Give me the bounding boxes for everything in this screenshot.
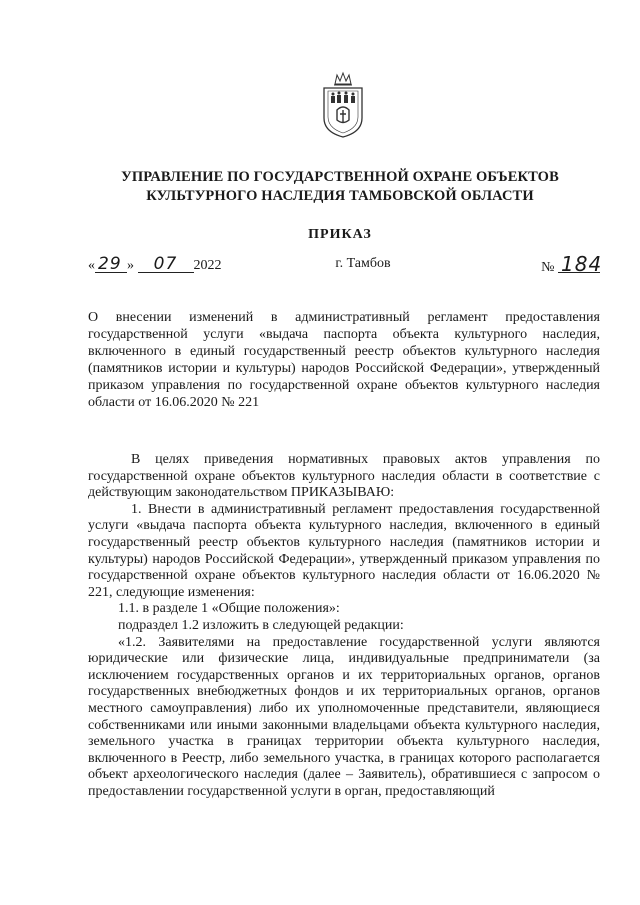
coat-of-arms-icon — [318, 70, 368, 140]
document-meta-row — [88, 252, 603, 278]
date-day: 29 — [95, 256, 127, 273]
document-body — [88, 452, 600, 800]
document-date — [88, 256, 222, 274]
body-paragraph-subsection: подраздел 1.2 изложить в следующей редакции: — [118, 617, 404, 633]
date-open-quote: « — [88, 258, 95, 273]
body-paragraph-preamble: В целях приведения нормативных правовых актов управления по государственной охране объектов культурного наследия области в соответствие с действующим законодательством ПРИКАЗЫВАЮ: — [88, 452, 600, 501]
number-value: 184 — [558, 256, 600, 273]
date-month: 07 — [138, 256, 194, 273]
organization-title: УПРАВЛЕНИЕ ПО ГОСУДАРСТВЕННОЙ ОХРАНЕ ОБЪЕКТОВ КУЛЬТУРНОГО НАСЛЕДИЯ ТАМБОВСКОЙ ОБЛАСТИ — [121, 169, 559, 204]
document-city: г. Тамбов — [335, 256, 391, 271]
document-number — [541, 252, 603, 276]
date-year: 2022 — [193, 258, 222, 273]
body-paragraph-item-1: 1. Внести в административный регламент предоставления государственной услуги «выдача паспорта объекта культурного наследия, включенного в единый государственный реестр объектов культурного наследия (памятников истории и культуры) народов Российской Федерации», утвержденный приказом управления по государственной охране объектов культурного наследия области от 16.06.2020 № 221, следующие изменения: — [88, 501, 600, 600]
document-subject: О внесении изменений в административный регламент предоставления государственной услуги «выдача паспорта объекта культурного наследия, включенного в единый государственный реестр объектов культурного наследия (памятников истории и культуры) народов Российской Федерации», утвержденный приказом управления по государственной охране объектов культурного наследия области от 16.06.2020 № 221 — [88, 310, 600, 410]
body-paragraph-item-1-1: 1.1. в разделе 1 «Общие положения»: — [118, 601, 340, 617]
body-paragraph-quote: «1.2. Заявителями на предоставление государственной услуги являются юридические или физические лица, индивидуальные предприниматели (за исключением государственных органов и их территориальных органов, органов государственных внебюджетных фондов и их территориальных органов, органов местного самоуправления) либо их уполномоченные представители, являющиеся собственниками или иными законными владельцами объекта культурного наследия, земельного участка в границах территории объекта культурного наследия, включенного в Реестр, либо земельного участка, в границах которого располагается объект археологического наследия (далее – Заявитель), обратившиеся с запросом о предоставлении государственной услуги в орган, предоставляющий — [88, 634, 600, 799]
date-close-quote: » — [127, 258, 134, 273]
document-type-title: ПРИКАЗ — [308, 227, 372, 242]
number-sign: № — [541, 260, 555, 275]
